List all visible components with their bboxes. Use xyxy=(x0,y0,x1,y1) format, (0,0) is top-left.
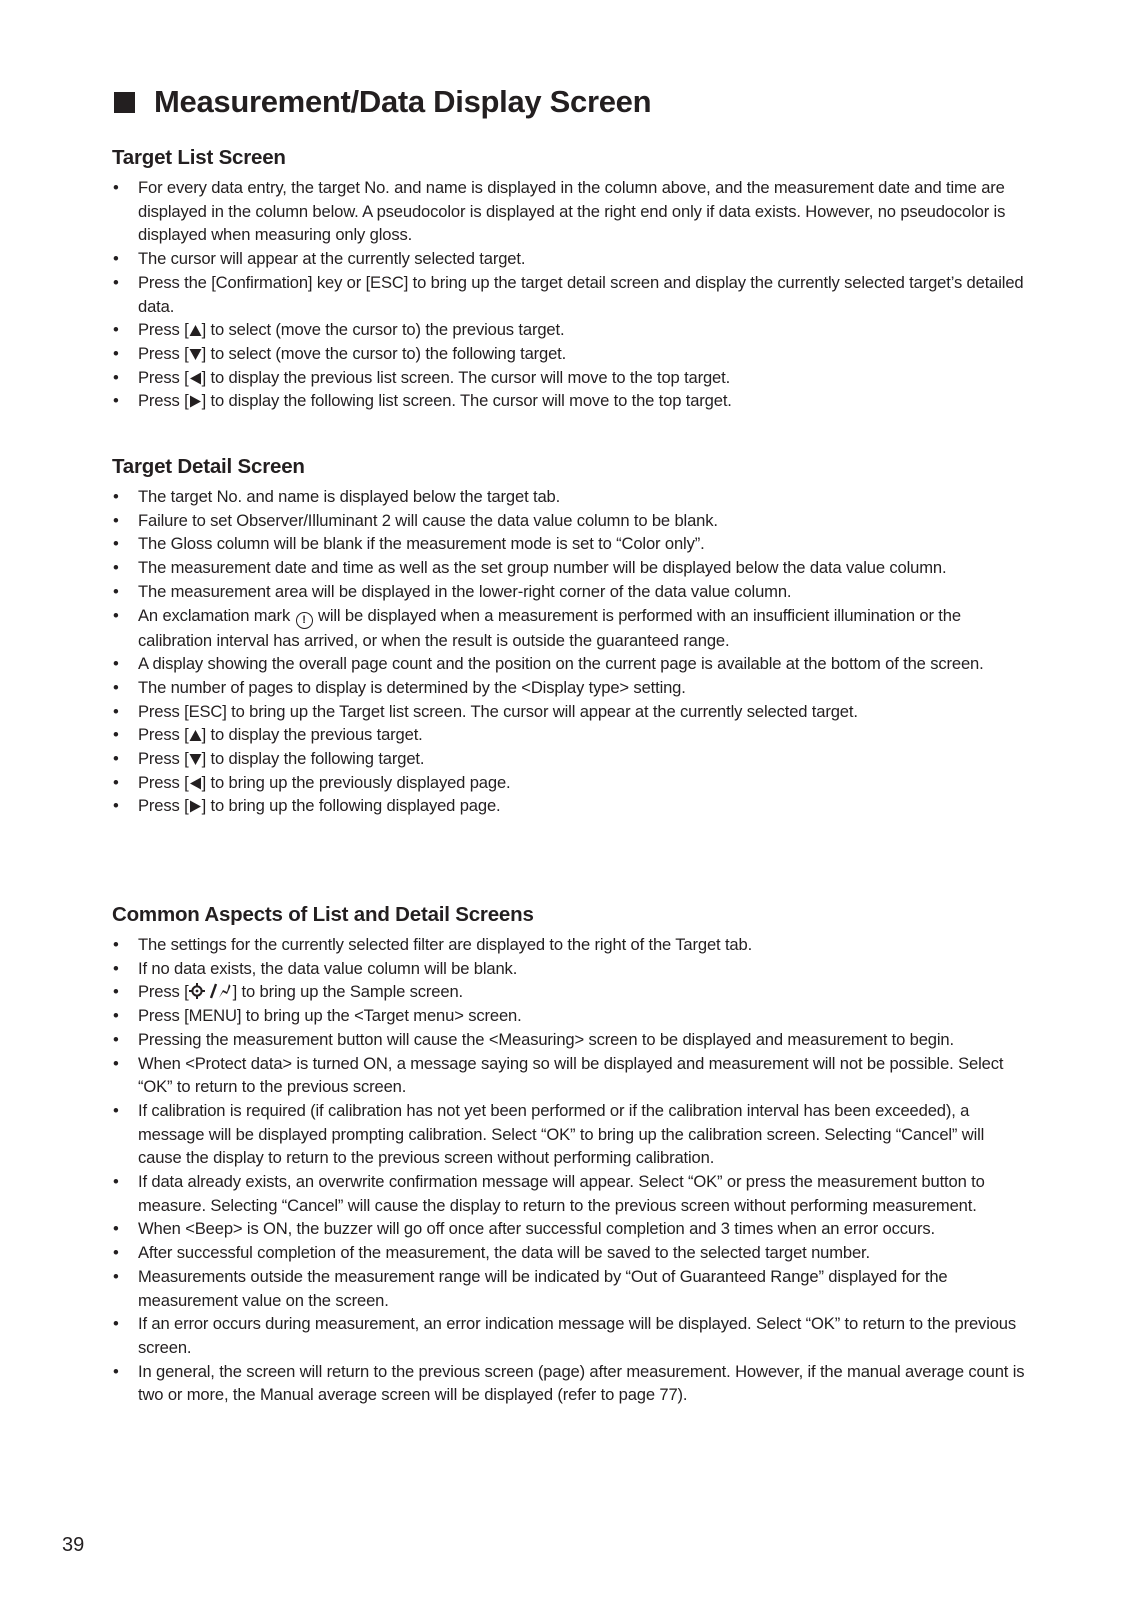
up-arrow-key-icon xyxy=(189,320,202,339)
list-item-text: will be displayed when a measurement is performed with an insufficient illumination or the calibration interval has arrived, or when the result is outside the guaranteed range. xyxy=(138,605,961,650)
section-heading: Target List Screen xyxy=(112,146,286,169)
list-item-text: If calibration is required (if calibration has not yet been performed or if the calibration interval has been exceeded), a message will be displayed prompting calibration. Select “OK” to bring up the calibration screen. Selecting “Cancel” will cause the display to return to the previous screen without performing calibration. xyxy=(138,1100,985,1168)
list-item xyxy=(112,1028,1032,1052)
list-item-text: ] to display the following target. xyxy=(201,749,425,769)
bullet-marker: • xyxy=(113,367,119,387)
bullet-marker: • xyxy=(113,749,119,769)
bullet-marker: • xyxy=(113,1100,119,1120)
list-item xyxy=(112,389,1032,413)
bullet-marker: • xyxy=(113,1266,119,1286)
list-item-text: Press [ xyxy=(138,343,189,363)
list-item xyxy=(112,509,1032,533)
list-item xyxy=(112,532,1032,556)
list-item-text: After successful completion of the measurement, the data will be saved to the selected target number. xyxy=(138,1243,870,1263)
left-arrow-key-icon xyxy=(189,773,202,792)
list-item-text: Press [ xyxy=(138,320,189,340)
right-arrow-key-icon xyxy=(189,796,202,815)
list-item xyxy=(112,747,1032,771)
bullet-marker: • xyxy=(113,487,119,506)
list-item xyxy=(112,933,1032,957)
section-heading: Target Detail Screen xyxy=(112,455,305,478)
list-item xyxy=(112,556,1032,580)
bullet-marker: • xyxy=(113,1361,119,1381)
list-item xyxy=(112,271,1032,318)
section-target-detail-screen xyxy=(112,455,1032,818)
list-item xyxy=(112,1217,1032,1241)
bullet-marker: • xyxy=(113,1053,119,1073)
list-item xyxy=(112,676,1032,700)
bullet-marker: • xyxy=(113,677,119,697)
page-title xyxy=(114,84,651,120)
list-item-text: Press [ xyxy=(138,391,189,411)
bullet-marker: • xyxy=(113,1314,119,1334)
bullet-marker: • xyxy=(113,725,119,745)
list-item xyxy=(112,1004,1032,1028)
bullet-marker: • xyxy=(113,1029,119,1049)
up-arrow-key-icon xyxy=(189,725,202,744)
list-item-text: In general, the screen will return to the previous screen (page) after measurement. However, if the manual average count is two or more, the Manual average screen will be displayed (refer to page 77). xyxy=(138,1361,1025,1405)
list-item xyxy=(112,318,1032,342)
list-item-text: Press [ xyxy=(138,725,189,745)
list-item-text: Press [ xyxy=(138,749,189,769)
list-item-text: The measurement date and time as well as the set group number will be displayed below the data value column. xyxy=(138,558,947,578)
section-target-list-screen xyxy=(112,146,1032,413)
list-item-text: When <Protect data> is turned ON, a message saying so will be displayed and measurement will not be possible. Select “OK” to return to the previous screen. xyxy=(138,1053,1004,1097)
bullet-marker: • xyxy=(113,272,119,292)
bullet-marker: • xyxy=(113,178,119,197)
list-item xyxy=(112,771,1032,795)
target-sample-key-icon xyxy=(189,982,233,1001)
list-item-text: Press [MENU] to bring up the <Target menu> screen. xyxy=(138,1006,522,1026)
list-item-text: Measurements outside the measurement range will be indicated by “Out of Guaranteed Range” displayed for the measurement value on the screen. xyxy=(138,1266,948,1310)
list-item-text: When <Beep> is ON, the buzzer will go off once after successful completion and 3 times when an error occurs. xyxy=(138,1219,935,1239)
list-item xyxy=(112,1312,1032,1359)
list-item-text: Press [ xyxy=(138,796,189,816)
bullet-list xyxy=(112,933,1032,1407)
list-item-text: ] to bring up the Sample screen. xyxy=(232,982,464,1002)
list-item xyxy=(112,1265,1032,1312)
list-item xyxy=(112,1241,1032,1265)
list-item xyxy=(112,1170,1032,1217)
bullet-marker: • xyxy=(113,391,119,411)
bullet-marker: • xyxy=(113,958,119,978)
list-item xyxy=(112,980,1032,1004)
list-item xyxy=(112,1360,1032,1407)
down-arrow-key-icon xyxy=(189,749,202,768)
bullet-marker: • xyxy=(113,1172,119,1192)
bullet-marker: • xyxy=(113,343,119,363)
list-item-text: The number of pages to display is determined by the <Display type> setting. xyxy=(138,677,686,697)
list-item-text: ] to select (move the cursor to) the previous target. xyxy=(201,320,565,340)
bullet-marker: • xyxy=(113,935,119,954)
list-item xyxy=(112,176,1032,247)
list-item xyxy=(112,652,1032,676)
list-item-text: ] to bring up the previously displayed page. xyxy=(201,772,511,792)
left-arrow-key-icon xyxy=(189,368,202,387)
list-item xyxy=(112,700,1032,724)
list-item-text: The measurement area will be displayed in the lower-right corner of the data value column. xyxy=(138,581,792,601)
bullet-marker: • xyxy=(113,1219,119,1239)
list-item-text: A display showing the overall page count and the position on the current page is available at the bottom of the screen. xyxy=(138,654,984,674)
bullet-marker: • xyxy=(113,558,119,578)
bullet-marker: • xyxy=(113,772,119,792)
list-item xyxy=(112,342,1032,366)
list-item-text: Pressing the measurement button will cause the <Measuring> screen to be displayed and measurement to begin. xyxy=(138,1029,954,1049)
list-item xyxy=(112,957,1032,981)
list-item xyxy=(112,485,1032,509)
bullet-marker: • xyxy=(113,1243,119,1263)
list-item-text: Failure to set Observer/Illuminant 2 will cause the data value column to be blank. xyxy=(138,510,718,530)
list-item-text: The target No. and name is displayed below the target tab. xyxy=(138,487,561,506)
list-item xyxy=(112,247,1032,271)
list-item-text: For every data entry, the target No. and name is displayed in the column above, and the measurement date and time are displayed in the column below. A pseudocolor is displayed at the right end only if data exists. However, no pseudocolor is displayed when measuring only gloss. xyxy=(138,178,1006,245)
bullet-marker: • xyxy=(113,320,119,340)
list-item xyxy=(112,794,1032,818)
list-item xyxy=(112,1052,1032,1099)
section-common-aspects xyxy=(112,903,1032,1407)
list-item-text: If no data exists, the data value column will be blank. xyxy=(138,958,518,978)
bullet-marker: • xyxy=(113,534,119,554)
bullet-marker: • xyxy=(113,701,119,721)
bullet-marker: • xyxy=(113,982,119,1002)
list-item-text: An exclamation mark xyxy=(138,605,295,625)
bullet-marker: • xyxy=(113,796,119,816)
list-item xyxy=(112,723,1032,747)
bullet-marker: • xyxy=(113,1006,119,1026)
list-item-text: ] to display the previous target. xyxy=(201,725,423,745)
list-item-text: ] to bring up the following displayed page. xyxy=(201,796,501,816)
bullet-marker: • xyxy=(113,605,119,625)
list-item-text: If data already exists, an overwrite confirmation message will appear. Select “OK” or press the measurement button to measure. Selecting “Cancel” will cause the display to return to the previous screen without performing measurement. xyxy=(138,1172,985,1215)
list-item-text: ] to select (move the cursor to) the following target. xyxy=(201,343,567,363)
list-item-text: The cursor will appear at the currently selected target. xyxy=(138,249,526,269)
exclamation-circle-icon: ! xyxy=(296,612,313,629)
list-item-text: If an error occurs during measurement, an error indication message will be displayed. Select “OK” to return to the previous screen. xyxy=(138,1314,1017,1357)
down-arrow-key-icon xyxy=(189,344,202,363)
list-item-text: ] to display the following list screen. The cursor will move to the top target. xyxy=(201,391,732,411)
list-item-text: Press [ xyxy=(138,367,189,387)
list-item xyxy=(112,1099,1032,1170)
list-item-text: The settings for the currently selected filter are displayed to the right of the Target tab. xyxy=(138,935,753,954)
title-square-marker xyxy=(114,92,135,113)
bullet-list xyxy=(112,485,1032,818)
page-number: 39 xyxy=(62,1534,85,1556)
right-arrow-key-icon xyxy=(189,391,202,410)
page-title-text: Measurement/Data Display Screen xyxy=(154,84,652,119)
section-heading: Common Aspects of List and Detail Screens xyxy=(112,903,534,926)
bullet-marker: • xyxy=(113,581,119,601)
bullet-list xyxy=(112,176,1032,413)
list-item-text: Press [ESC] to bring up the Target list screen. The cursor will appear at the currently selected target. xyxy=(138,701,858,721)
list-item-text: The Gloss column will be blank if the measurement mode is set to “Color only”. xyxy=(138,534,705,554)
list-item xyxy=(112,366,1032,390)
list-item-text: Press [ xyxy=(138,982,189,1002)
list-item xyxy=(112,580,1032,604)
bullet-marker: • xyxy=(113,249,119,269)
bullet-marker: • xyxy=(113,654,119,674)
list-item-text: Press the [Confirmation] key or [ESC] to bring up the target detail screen and display the currently selected target’s detailed data. xyxy=(138,272,1024,316)
list-item-text: ] to display the previous list screen. The cursor will move to the top target. xyxy=(201,367,731,387)
list-item xyxy=(112,604,1032,653)
bullet-marker: • xyxy=(113,510,119,530)
list-item-text: Press [ xyxy=(138,772,189,792)
